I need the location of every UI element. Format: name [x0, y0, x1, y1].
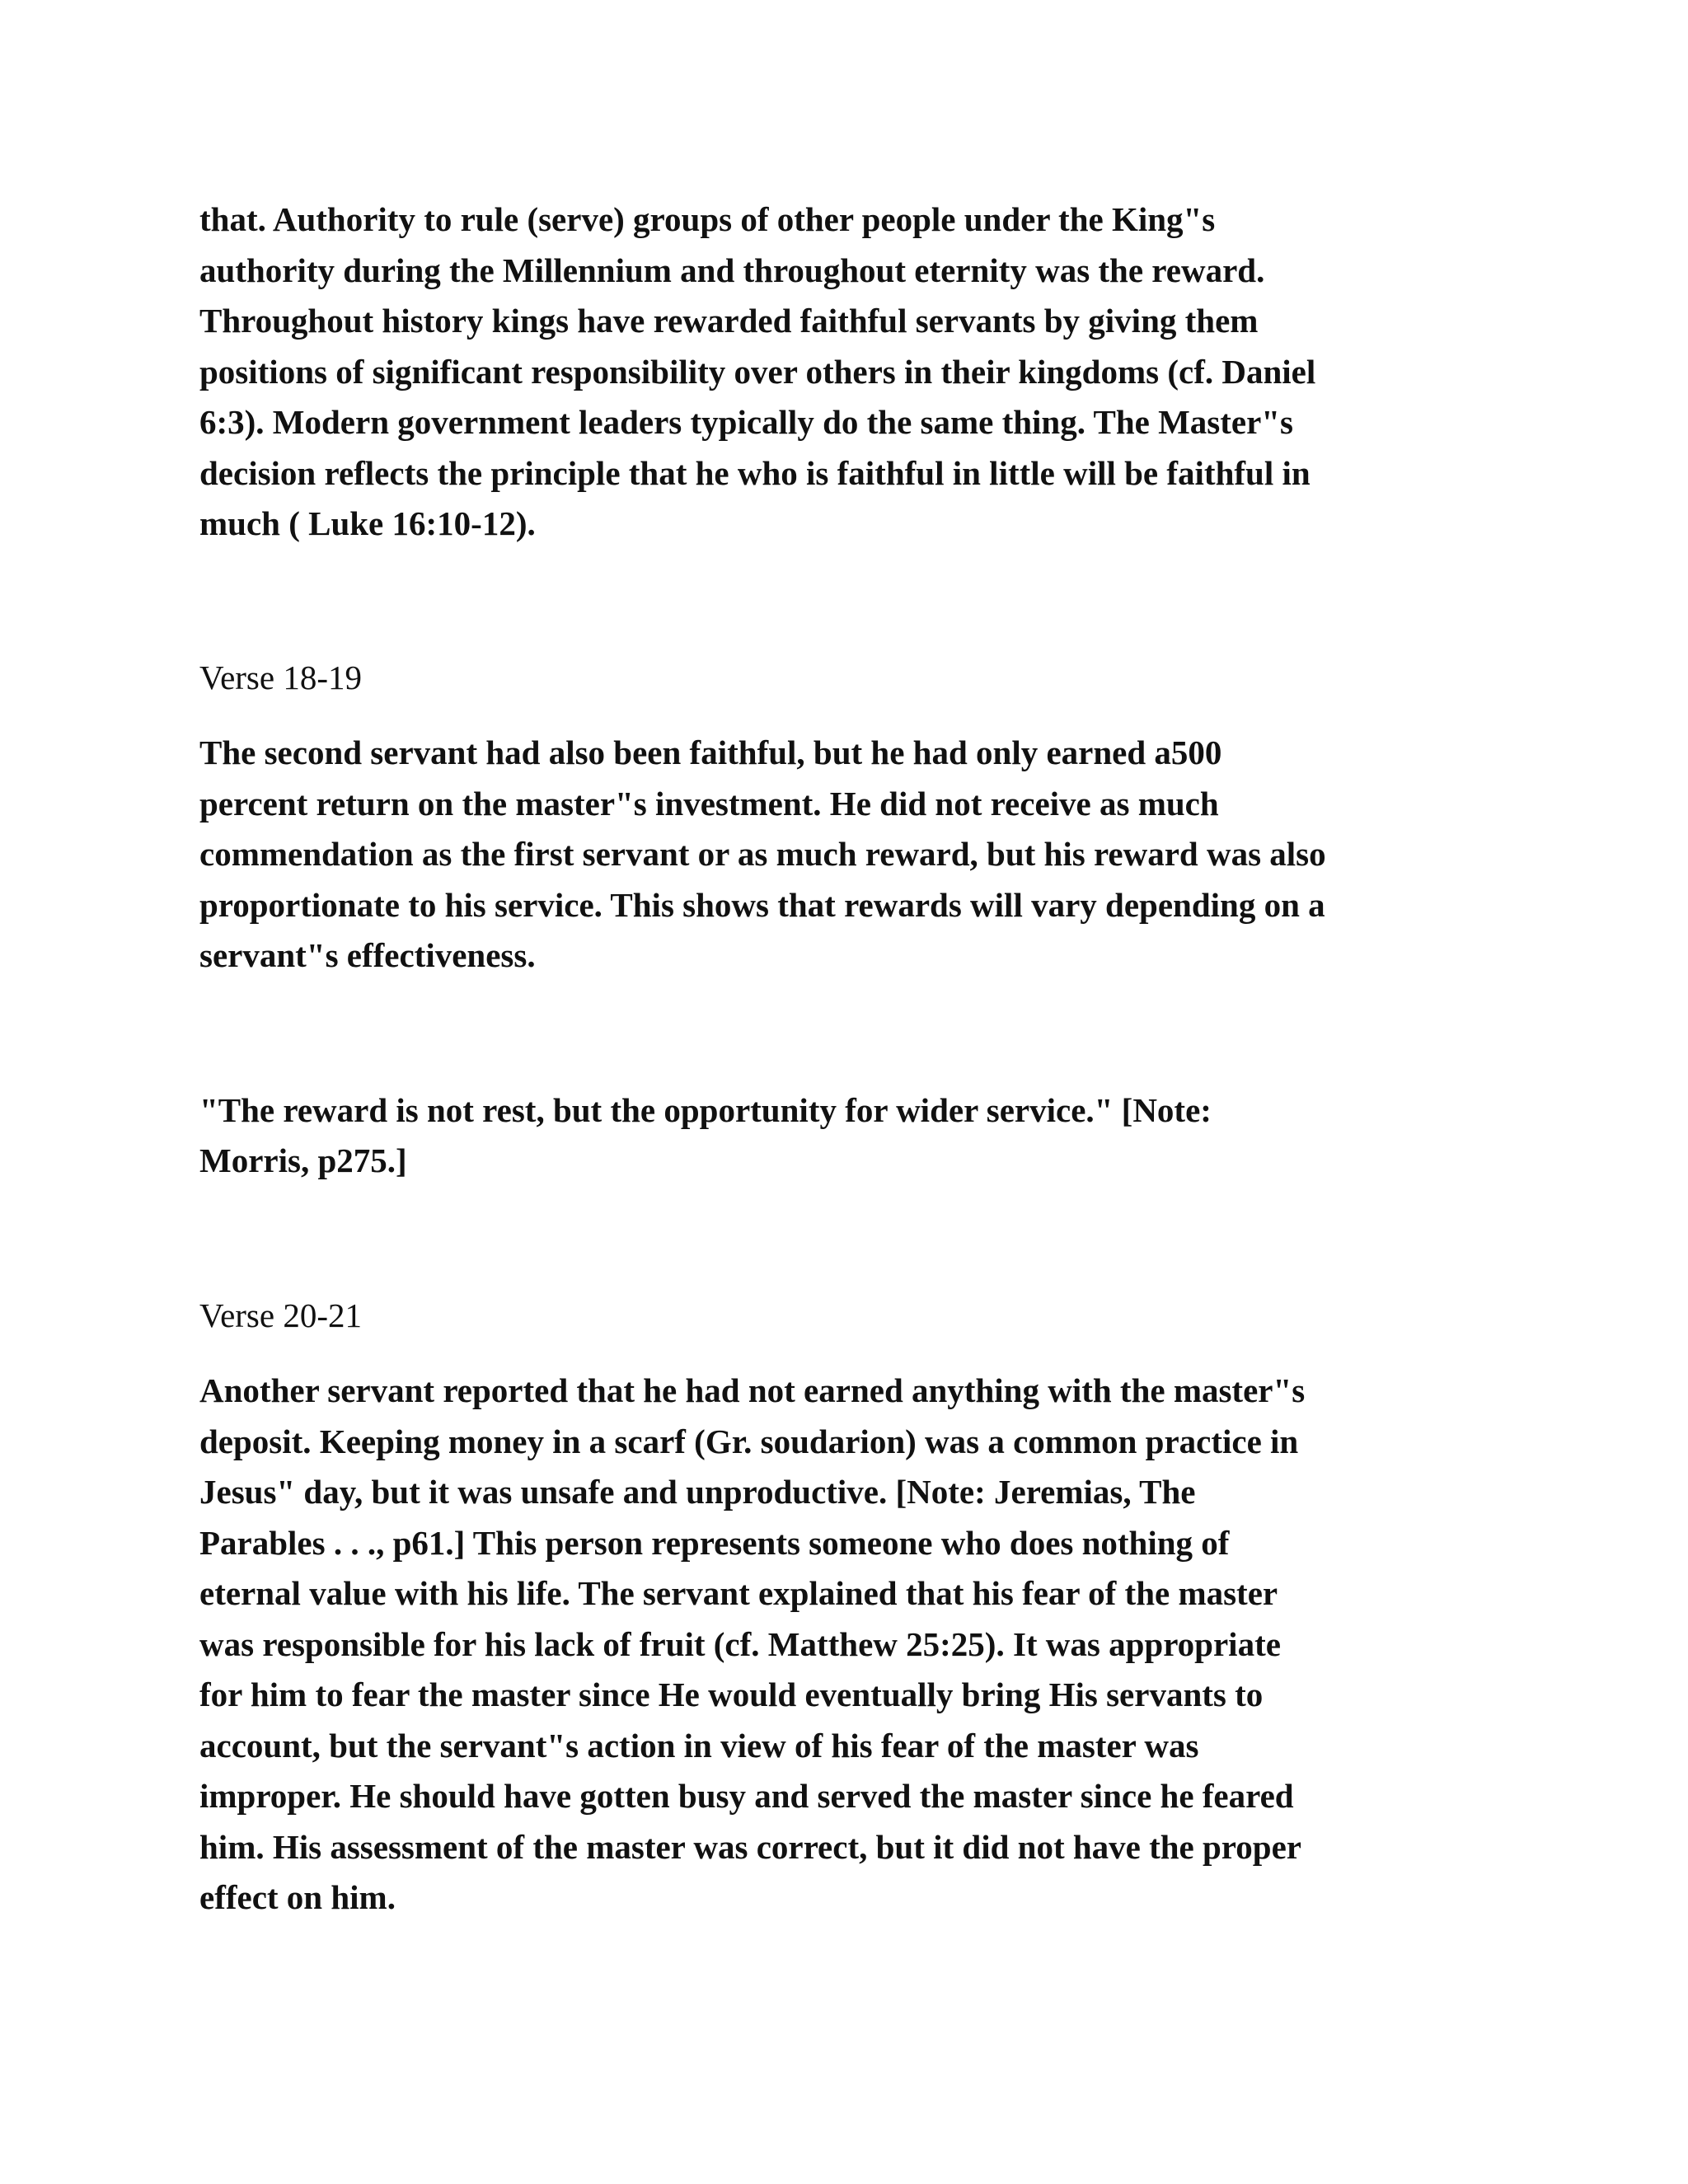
paragraph-second-servant: The second servant had also been faithful, but he had only earned a500 percent return on the master"s investment. He did not receive as much commendation as the first servant or as much reward, but his reward was also proportionate to his service. This shows that rewards will vary depending on a servant"s effectiveness.: [199, 733, 1326, 974]
heading-verse-20-21: Verse 20-21: [199, 1296, 362, 1334]
page-content: [199, 194, 1510, 1924]
heading-verse-18-19: Verse 18-19: [199, 658, 362, 696]
paragraph-authority-reward: that. Authority to rule (serve) groups of other people under the King"s authority during the Millennium and throughout eternity was the reward. Throughout history kings have rewarded faithful servants by giving them positions of significant responsibility over others in their kingdoms (cf. Daniel 6:3). Modern government leaders typically do the same thing. The Master"s decision reflects the principle that he who is faithful in little will be faithful in much ( Luke 16:10-12).: [199, 200, 1316, 542]
paragraph-another-servant: Another servant reported that he had not earned anything with the master"s deposit. Keeping money in a scarf (Gr. soudarion) was a common practice in Jesus" day, but it was unsafe and unproductive. [Note: Jeremias, The Parables . . ., p61.] This person represents someone who does nothing of eternal value with his life. The servant explained that his fear of the master was responsible for his lack of fruit (cf. Matthew 25:25). It was appropriate for him to fear the master since He would eventually bring His servants to account, but the servant"s action in view of his fear of the master was improper. He should have gotten busy and served the master since he feared him. His assessment of the master was correct, but it did not have the proper effect on him.: [199, 1371, 1306, 1916]
quote-reward-not-rest: "The reward is not rest, but the opportunity for wider service." [Note: Morris, p275.]: [199, 1090, 1212, 1179]
